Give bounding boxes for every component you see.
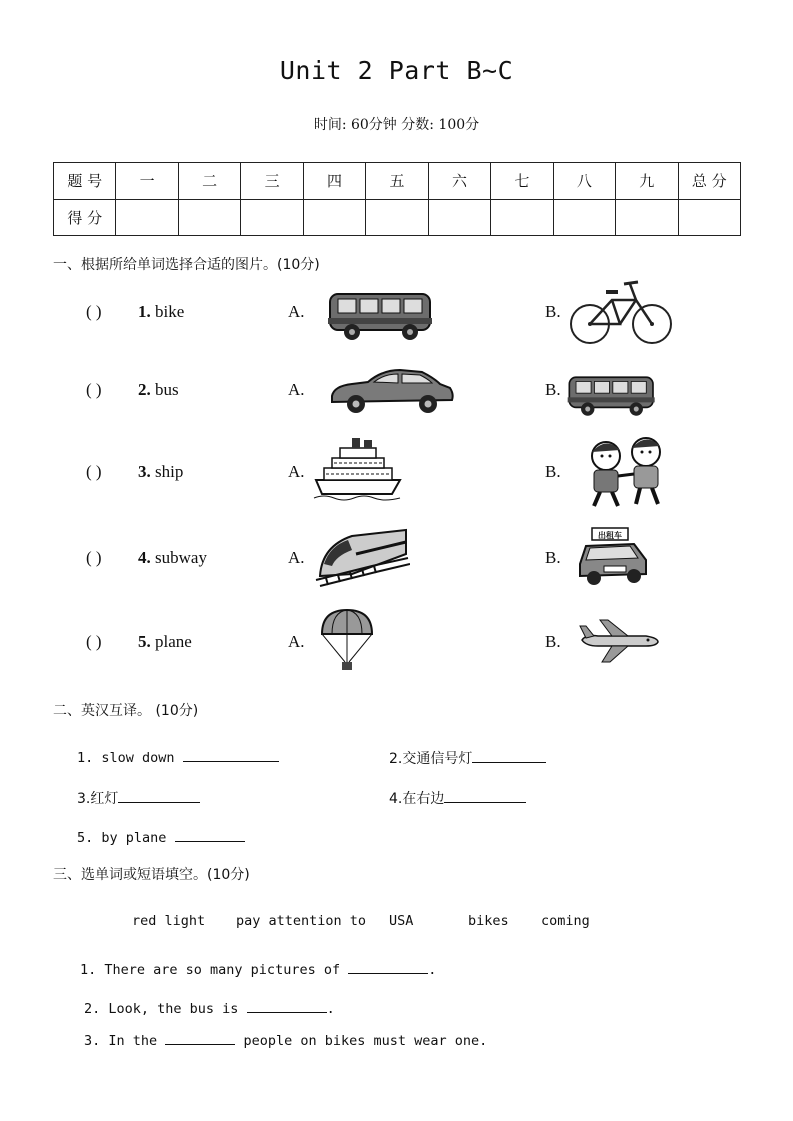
score-header-cell: 八 bbox=[553, 163, 615, 200]
answer-blank[interactable] bbox=[175, 829, 245, 842]
score-cell[interactable] bbox=[428, 199, 490, 236]
score-header-cell: 七 bbox=[491, 163, 553, 200]
section3-heading: 三、选单词或短语填空。(10分) bbox=[53, 867, 250, 883]
score-header-cell: 九 bbox=[616, 163, 678, 200]
option-b-label: B. bbox=[545, 548, 561, 567]
question-word bbox=[138, 302, 184, 322]
translate-item-5 bbox=[77, 829, 245, 846]
question-1 bbox=[0, 282, 793, 342]
taxi-sign-text: 出租车 bbox=[598, 531, 622, 540]
score-cell[interactable] bbox=[116, 199, 178, 236]
option-b-label: B. bbox=[545, 462, 561, 481]
score-header-cell: 四 bbox=[303, 163, 365, 200]
question-3 bbox=[0, 444, 793, 504]
word-bank-item: pay attention to bbox=[236, 913, 367, 929]
question-text: subway bbox=[155, 548, 207, 567]
sentence-text: . bbox=[326, 1001, 335, 1017]
sentence-text: 1. There are so many pictures of bbox=[80, 962, 341, 978]
sentence-text: 2. Look, the bus is bbox=[84, 1001, 239, 1017]
score-cell[interactable] bbox=[678, 199, 740, 236]
score-cell[interactable] bbox=[303, 199, 365, 236]
question-number: 4. bbox=[138, 548, 151, 567]
score-header-cell: 一 bbox=[116, 163, 178, 200]
option-b-label: B. bbox=[545, 380, 561, 399]
option-a-label: A. bbox=[288, 302, 305, 321]
section2-heading: 二、英汉互译。 (10分) bbox=[53, 703, 199, 719]
question-text: ship bbox=[155, 462, 184, 481]
translate-item-2 bbox=[389, 748, 546, 768]
question-word bbox=[138, 380, 179, 400]
item-text: 4.在右边 bbox=[389, 791, 445, 807]
question-2 bbox=[0, 362, 793, 422]
option-a-label: A. bbox=[288, 632, 305, 651]
translate-item-4 bbox=[389, 788, 526, 808]
fill-sentence-1 bbox=[80, 961, 436, 978]
question-4 bbox=[0, 530, 793, 590]
answer-paren[interactable]: ( ) bbox=[86, 548, 102, 567]
section1-heading: 一、根据所给单词选择合适的图片。(10分) bbox=[53, 257, 320, 273]
word-bank-item: USA bbox=[389, 913, 414, 929]
question-word bbox=[138, 632, 192, 652]
score-cell[interactable] bbox=[241, 199, 303, 236]
exam-info: 时间: 60分钟 分数: 100分 bbox=[313, 117, 480, 133]
sentence-text: 3. In the bbox=[84, 1033, 158, 1049]
score-header-cell: 六 bbox=[428, 163, 490, 200]
sentence-text: people on bikes must wear one. bbox=[243, 1033, 488, 1049]
item-text: 2.交通信号灯 bbox=[389, 751, 473, 767]
train-icon[interactable] bbox=[312, 524, 410, 590]
score-header-row bbox=[54, 163, 741, 200]
score-value-row bbox=[54, 199, 741, 236]
parachute-icon[interactable] bbox=[318, 608, 376, 672]
score-header-cell: 五 bbox=[366, 163, 428, 200]
children-icon[interactable] bbox=[572, 434, 676, 510]
bicycle-icon[interactable] bbox=[566, 276, 676, 346]
word-bank-item: coming bbox=[541, 913, 590, 929]
answer-paren[interactable]: ( ) bbox=[86, 462, 102, 481]
answer-blank[interactable] bbox=[444, 790, 526, 803]
van-icon[interactable] bbox=[326, 286, 436, 342]
sentence-text: . bbox=[428, 962, 437, 978]
score-row-label: 得 分 bbox=[54, 199, 116, 236]
score-cell[interactable] bbox=[366, 199, 428, 236]
car-icon[interactable] bbox=[328, 366, 456, 416]
score-header-cell: 题 号 bbox=[54, 163, 116, 200]
question-number: 5. bbox=[138, 632, 151, 651]
option-a-label: A. bbox=[288, 548, 305, 567]
fill-sentence-3 bbox=[84, 1032, 487, 1049]
translate-item-1 bbox=[77, 749, 279, 766]
score-cell[interactable] bbox=[491, 199, 553, 236]
van-icon[interactable] bbox=[566, 370, 658, 418]
question-word bbox=[138, 548, 207, 568]
question-text: bike bbox=[155, 302, 185, 321]
question-number: 3. bbox=[138, 462, 151, 481]
item-text: 5. by plane bbox=[77, 830, 167, 846]
option-a-label: A. bbox=[288, 462, 305, 481]
question-number: 2. bbox=[138, 380, 151, 399]
answer-blank[interactable] bbox=[348, 961, 428, 974]
question-5 bbox=[0, 614, 793, 674]
score-cell[interactable] bbox=[553, 199, 615, 236]
option-b-label: B. bbox=[545, 302, 561, 321]
answer-blank[interactable] bbox=[165, 1032, 235, 1045]
score-table bbox=[53, 162, 741, 236]
word-bank-item: bikes bbox=[468, 913, 509, 929]
answer-paren[interactable]: ( ) bbox=[86, 302, 102, 321]
airplane-icon[interactable] bbox=[578, 618, 660, 664]
score-header-cell: 总 分 bbox=[678, 163, 740, 200]
option-b-label: B. bbox=[545, 632, 561, 651]
ship-icon[interactable] bbox=[312, 436, 404, 502]
score-header-cell: 二 bbox=[178, 163, 240, 200]
answer-blank[interactable] bbox=[247, 1000, 327, 1013]
answer-paren[interactable]: ( ) bbox=[86, 380, 102, 399]
option-a-label: A. bbox=[288, 380, 305, 399]
score-cell[interactable] bbox=[616, 199, 678, 236]
answer-blank[interactable] bbox=[183, 749, 279, 762]
question-text: plane bbox=[155, 632, 192, 651]
item-text: 3.红灯 bbox=[77, 791, 119, 807]
answer-blank[interactable] bbox=[118, 790, 200, 803]
score-cell[interactable] bbox=[178, 199, 240, 236]
word-bank-item: red light bbox=[132, 913, 206, 929]
question-text: bus bbox=[155, 380, 179, 399]
fill-sentence-2 bbox=[84, 1000, 335, 1017]
score-header-cell: 三 bbox=[241, 163, 303, 200]
taxi-icon[interactable] bbox=[574, 524, 650, 588]
page-title: Unit 2 Part B~C bbox=[279, 56, 514, 85]
answer-blank[interactable] bbox=[472, 750, 546, 763]
question-number: 1. bbox=[138, 302, 151, 321]
translate-item-3 bbox=[77, 788, 200, 808]
answer-paren[interactable]: ( ) bbox=[86, 632, 102, 651]
question-word bbox=[138, 462, 183, 482]
item-text: 1. slow down bbox=[77, 750, 175, 766]
